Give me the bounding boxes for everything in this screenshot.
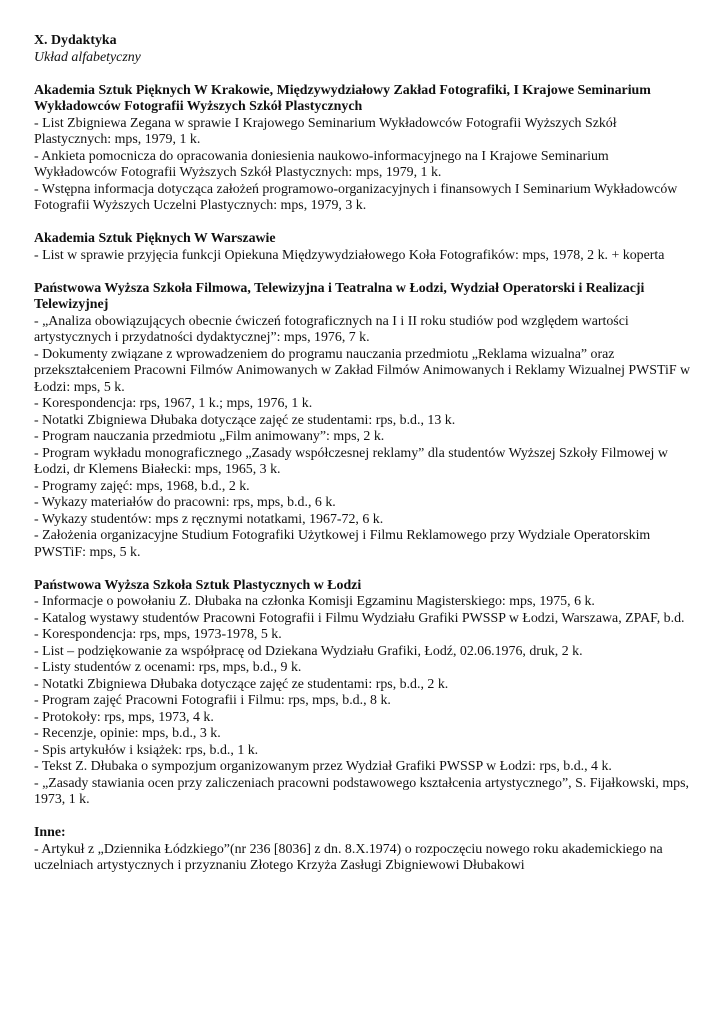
section-pwssp-lodz <box>34 578 694 809</box>
section-heading: Akademia Sztuk Pięknych W Warszawie <box>34 231 276 246</box>
section-heading: Państwowa Wyższa Szkoła Sztuk Plastycznych w Łodzi <box>34 577 362 593</box>
section-heading: Akademia Sztuk Pięknych W Krakowie, Międzywydziałowy Zakład Fotografiki, I Krajowe Seminarium Wykładowców Fotografii Wyższych Szkół Plastycznych <box>34 82 651 114</box>
list-item: - List – podziękowanie za współpracę od Dziekana Wydziału Grafiki, Łodź, 02.06.1976, druk, 2 k. <box>34 643 583 659</box>
list-item: - Wykazy materiałów do pracowni: rps, mps, b.d., 6 k. <box>34 495 336 510</box>
list-item: - List w sprawie przyjęcia funkcji Opiekuna Międzywydziałowego Koła Fotografików: mps, 1978, 2 k. + koperta <box>34 247 665 263</box>
list-item: - Program zajęć Pracowni Fotografii i Filmu: rps, mps, b.d., 8 k. <box>34 693 391 708</box>
list-item: - Wykazy studentów: mps z ręcznymi notatkami, 1967-72, 6 k. <box>34 511 384 527</box>
list-item: - Program wykładu monograficznego „Zasady współczesnej reklamy” dla studentów Wyższej Szkoły Filmowej w Łodzi, dr Klemens Białecki: mps, 1965, 3 k. <box>34 445 668 477</box>
list-item: - Założenia organizacyjne Studium Fotografiki Użytkowej i Filmu Reklamowego przy Wydziale Operatorskim PWSTiF: mps, 5 k. <box>34 528 651 560</box>
list-item: - Spis artykułów i książek: rps, b.d., 1 k. <box>34 742 259 758</box>
list-item: - Programy zajęć: mps, 1968, b.d., 2 k. <box>34 478 250 494</box>
section-inne <box>34 825 694 875</box>
section-pwsftvit-lodz <box>34 281 694 562</box>
section-heading: Państwowa Wyższa Szkoła Filmowa, Telewizyjna i Teatralna w Łodzi, Wydział Operatorski i Realizacji Telewizyjnej <box>34 280 645 312</box>
list-item: - Korespondencja: rps, 1967, 1 k.; mps, 1976, 1 k. <box>34 396 313 411</box>
list-item: - Recenzje, opinie: mps, b.d., 3 k. <box>34 726 221 741</box>
list-item: - Wstępna informacja dotycząca założeń programowo-organizacyjnych i finansowych I Seminarium Wykładowców Fotografii Wyższych Uczelni Plastycznych: mps, 1979, 3 k. <box>34 181 678 213</box>
section-asp-warszawa <box>34 231 694 264</box>
list-item: - Protokoły: rps, mps, 1973, 4 k. <box>34 709 214 725</box>
list-item: - Notatki Zbigniewa Dłubaka dotyczące zajęć ze studentami: rps, b.d., 13 k. <box>34 412 456 428</box>
list-item: - Dokumenty związane z wprowadzeniem do programu nauczania przedmiotu „Reklama wizualna” oraz przekształceniem Pracowni Filmów Animowanych w Zakład Filmów Animowanych i Reklamy Wizualnej PWSTiF w Łodzi: mps, 5 k. <box>34 346 691 395</box>
list-item: - Ankieta pomocnicza do opracowania doniesienia naukowo-informacyjnego na I Krajowe Seminarium Wykładowców Fotografii Wyższych Szkół Plastycznych: mps, 1979, 1 k. <box>34 148 609 180</box>
page-subtitle: Układ alfabetyczny <box>34 49 141 65</box>
list-item: - Notatki Zbigniewa Dłubaka dotyczące zajęć ze studentami: rps, b.d., 2 k. <box>34 676 449 692</box>
list-item: - Listy studentów z ocenami: rps, mps, b.d., 9 k. <box>34 660 302 675</box>
list-item: - „Analiza obowiązujących obecnie ćwiczeń fotograficznych na I i II roku studiów pod względem wartości artystycznych i przydatności dydaktycznej”: mps, 1976, 7 k. <box>34 313 629 345</box>
list-item: - Program nauczania przedmiotu „Film animowany”: mps, 2 k. <box>34 429 385 444</box>
section-asp-krakow <box>34 83 694 215</box>
page-title: X. Dydaktyka <box>34 33 117 48</box>
list-item: - Informacje o powołaniu Z. Dłubaka na członka Komisji Egzaminu Magisterskiego: mps, 1975, 6 k. <box>34 594 595 609</box>
list-item: - Katalog wystawy studentów Pracowni Fotografii i Filmu Wydziału Grafiki PWSSP w Łodzi, Warszawa, ZPAF, b.d. <box>34 610 685 626</box>
list-item: - Korespondencja: rps, mps, 1973-1978, 5 k. <box>34 627 282 642</box>
document-page <box>34 33 694 875</box>
section-heading: Inne: <box>34 825 66 840</box>
list-item: - List Zbigniewa Zegana w sprawie I Krajowego Seminarium Wykładowców Fotografii Wyższych Szkół Plastycznych: mps, 1979, 1 k. <box>34 115 617 147</box>
list-item: - Artykuł z „Dziennika Łódzkiego”(nr 236 [8036] z dn. 8.X.1974) o rozpoczęciu nowego roku akademickiego na uczelniach artystycznych i przyznaniu Złotego Krzyża Zasługi Zbigniewowi Dłubakowi <box>34 841 663 873</box>
list-item: - Tekst Z. Dłubaka o sympozjum organizowanym przez Wydział Grafiki PWSSP w Łodzi: rps, b.d., 4 k. <box>34 759 612 774</box>
list-item: - „Zasady stawiania ocen przy zaliczeniach pracowni podstawowego kształcenia artystycznego”, S. Fijałkowski, mps, 1973, 1 k. <box>34 775 689 807</box>
